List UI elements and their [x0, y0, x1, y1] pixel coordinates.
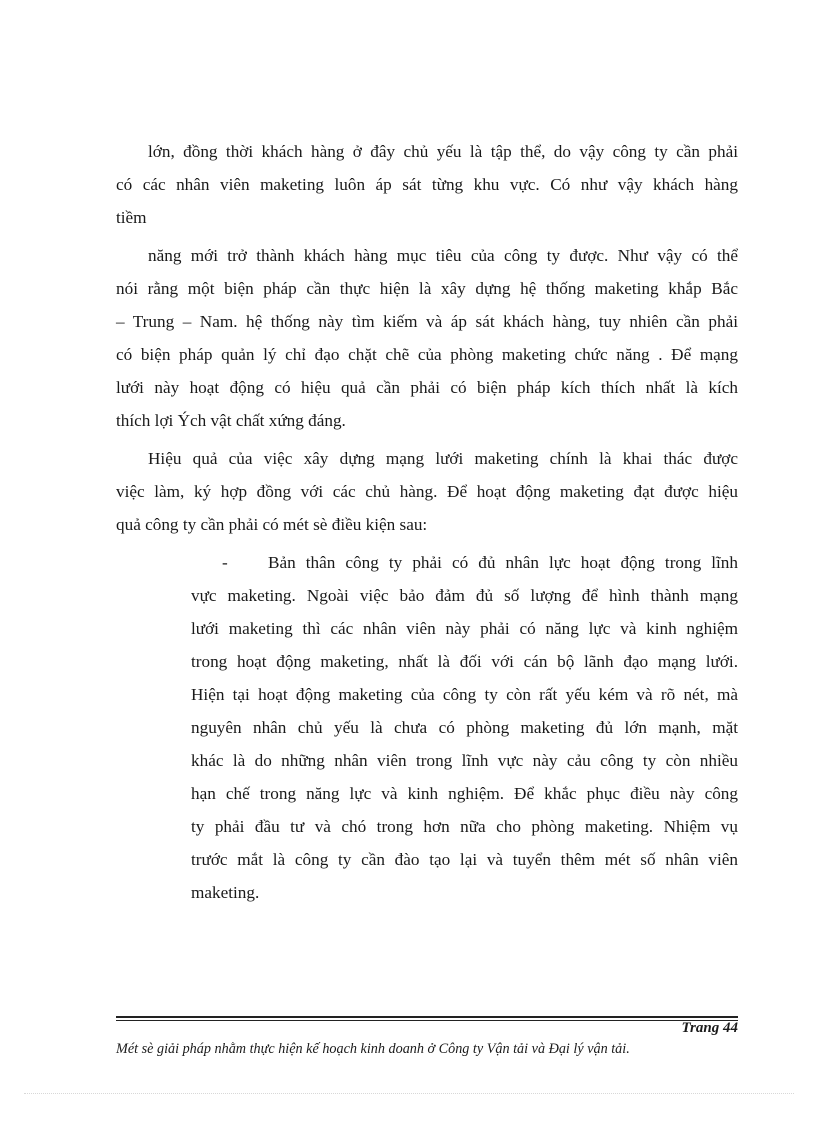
- bullet-line-11: maketing.: [191, 883, 260, 902]
- paragraph-2-line-6: thích lợi Ých vật chất xứng đáng.: [116, 411, 346, 430]
- bullet-marker: -: [222, 553, 228, 572]
- paragraph-3-line-2: việc làm, ký hợp đồng với các chủ hàng. Để hoạt động maketing đạt được hiệu: [116, 482, 738, 501]
- bullet-line-7: khác là do những nhân viên trong lĩnh vực này cảu công ty còn nhiều: [191, 751, 738, 770]
- page-bottom-divider: [24, 1093, 794, 1094]
- bullet-line-1: Bản thân công ty phải có đủ nhân lực hoạt động trong lĩnh: [268, 553, 738, 572]
- paragraph-3-line-3: quả công ty cần phải có mét sè điều kiện sau:: [116, 515, 428, 534]
- paragraph-2-line-3: – Trung – Nam. hệ thống này tìm kiếm và áp sát khách hàng, tuy nhiên cần phải: [116, 312, 738, 331]
- bullet-line-9: ty phải đầu tư và chó trong hơn nữa cho phòng maketing. Nhiệm vụ: [191, 817, 738, 836]
- page-number: Trang 44: [681, 1020, 738, 1036]
- bullet-line-4: trong hoạt động maketing, nhất là đối với cán bộ lãnh đạo mạng lưới.: [191, 652, 738, 671]
- paragraph-3-line-1: Hiệu quả của việc xây dựng mạng lưới maketing chính là khai thác được: [148, 449, 738, 468]
- footer-document-title: Mét sè giải pháp nhằm thực hiện kế hoạch kinh doanh ở Công ty Vận tải và Đại lý vận tải.: [116, 1041, 630, 1057]
- paragraph-2-line-2: nói rằng một biện pháp cần thực hiện là xây dựng hệ thống maketing khắp Bắc: [116, 279, 738, 298]
- bullet-line-5: Hiện tại hoạt động maketing của công ty còn rất yếu kém và rõ nét, mà: [191, 685, 738, 704]
- bullet-line-6: nguyên nhân chủ yếu là chưa có phòng maketing đủ lớn mạnh, mặt: [191, 718, 738, 737]
- paragraph-2-line-1: năng mới trở thành khách hàng mục tiêu của công ty được. Như vậy có thể: [148, 246, 738, 265]
- bullet-line-2: vực maketing. Ngoài việc bảo đảm đủ số lượng để hình thành mạng: [191, 586, 738, 605]
- bullet-line-8: hạn chế trong năng lực và kinh nghiệm. Để khắc phục điều này công: [191, 784, 738, 803]
- bullet-line-3: lưới maketing thì các nhân viên này phải có năng lực và kinh nghiệm: [191, 619, 738, 638]
- paragraph-1-line-1: lớn, đồng thời khách hàng ở đây chủ yếu là tập thể, do vậy công ty cần phải: [148, 142, 738, 161]
- paragraph-1-line-2: có các nhân viên maketing luôn áp sát từng khu vực. Có như vậy khách hàng: [116, 175, 738, 194]
- footer-rule-thin: [116, 1020, 738, 1021]
- paragraph-2-line-5: lưới này hoạt động có hiệu quả cần phải có biện pháp kích thích nhất là kích: [116, 378, 738, 397]
- bullet-line-10: trước mắt là công ty cần đào tạo lại và tuyển thêm mét số nhân viên: [191, 850, 738, 869]
- paragraph-2-line-4: có biện pháp quản lý chỉ đạo chặt chẽ của phòng maketing chức năng . Để mạng: [116, 345, 738, 364]
- paragraph-1-line-3: tiềm: [116, 208, 147, 227]
- footer-rule-thick: [116, 1016, 738, 1018]
